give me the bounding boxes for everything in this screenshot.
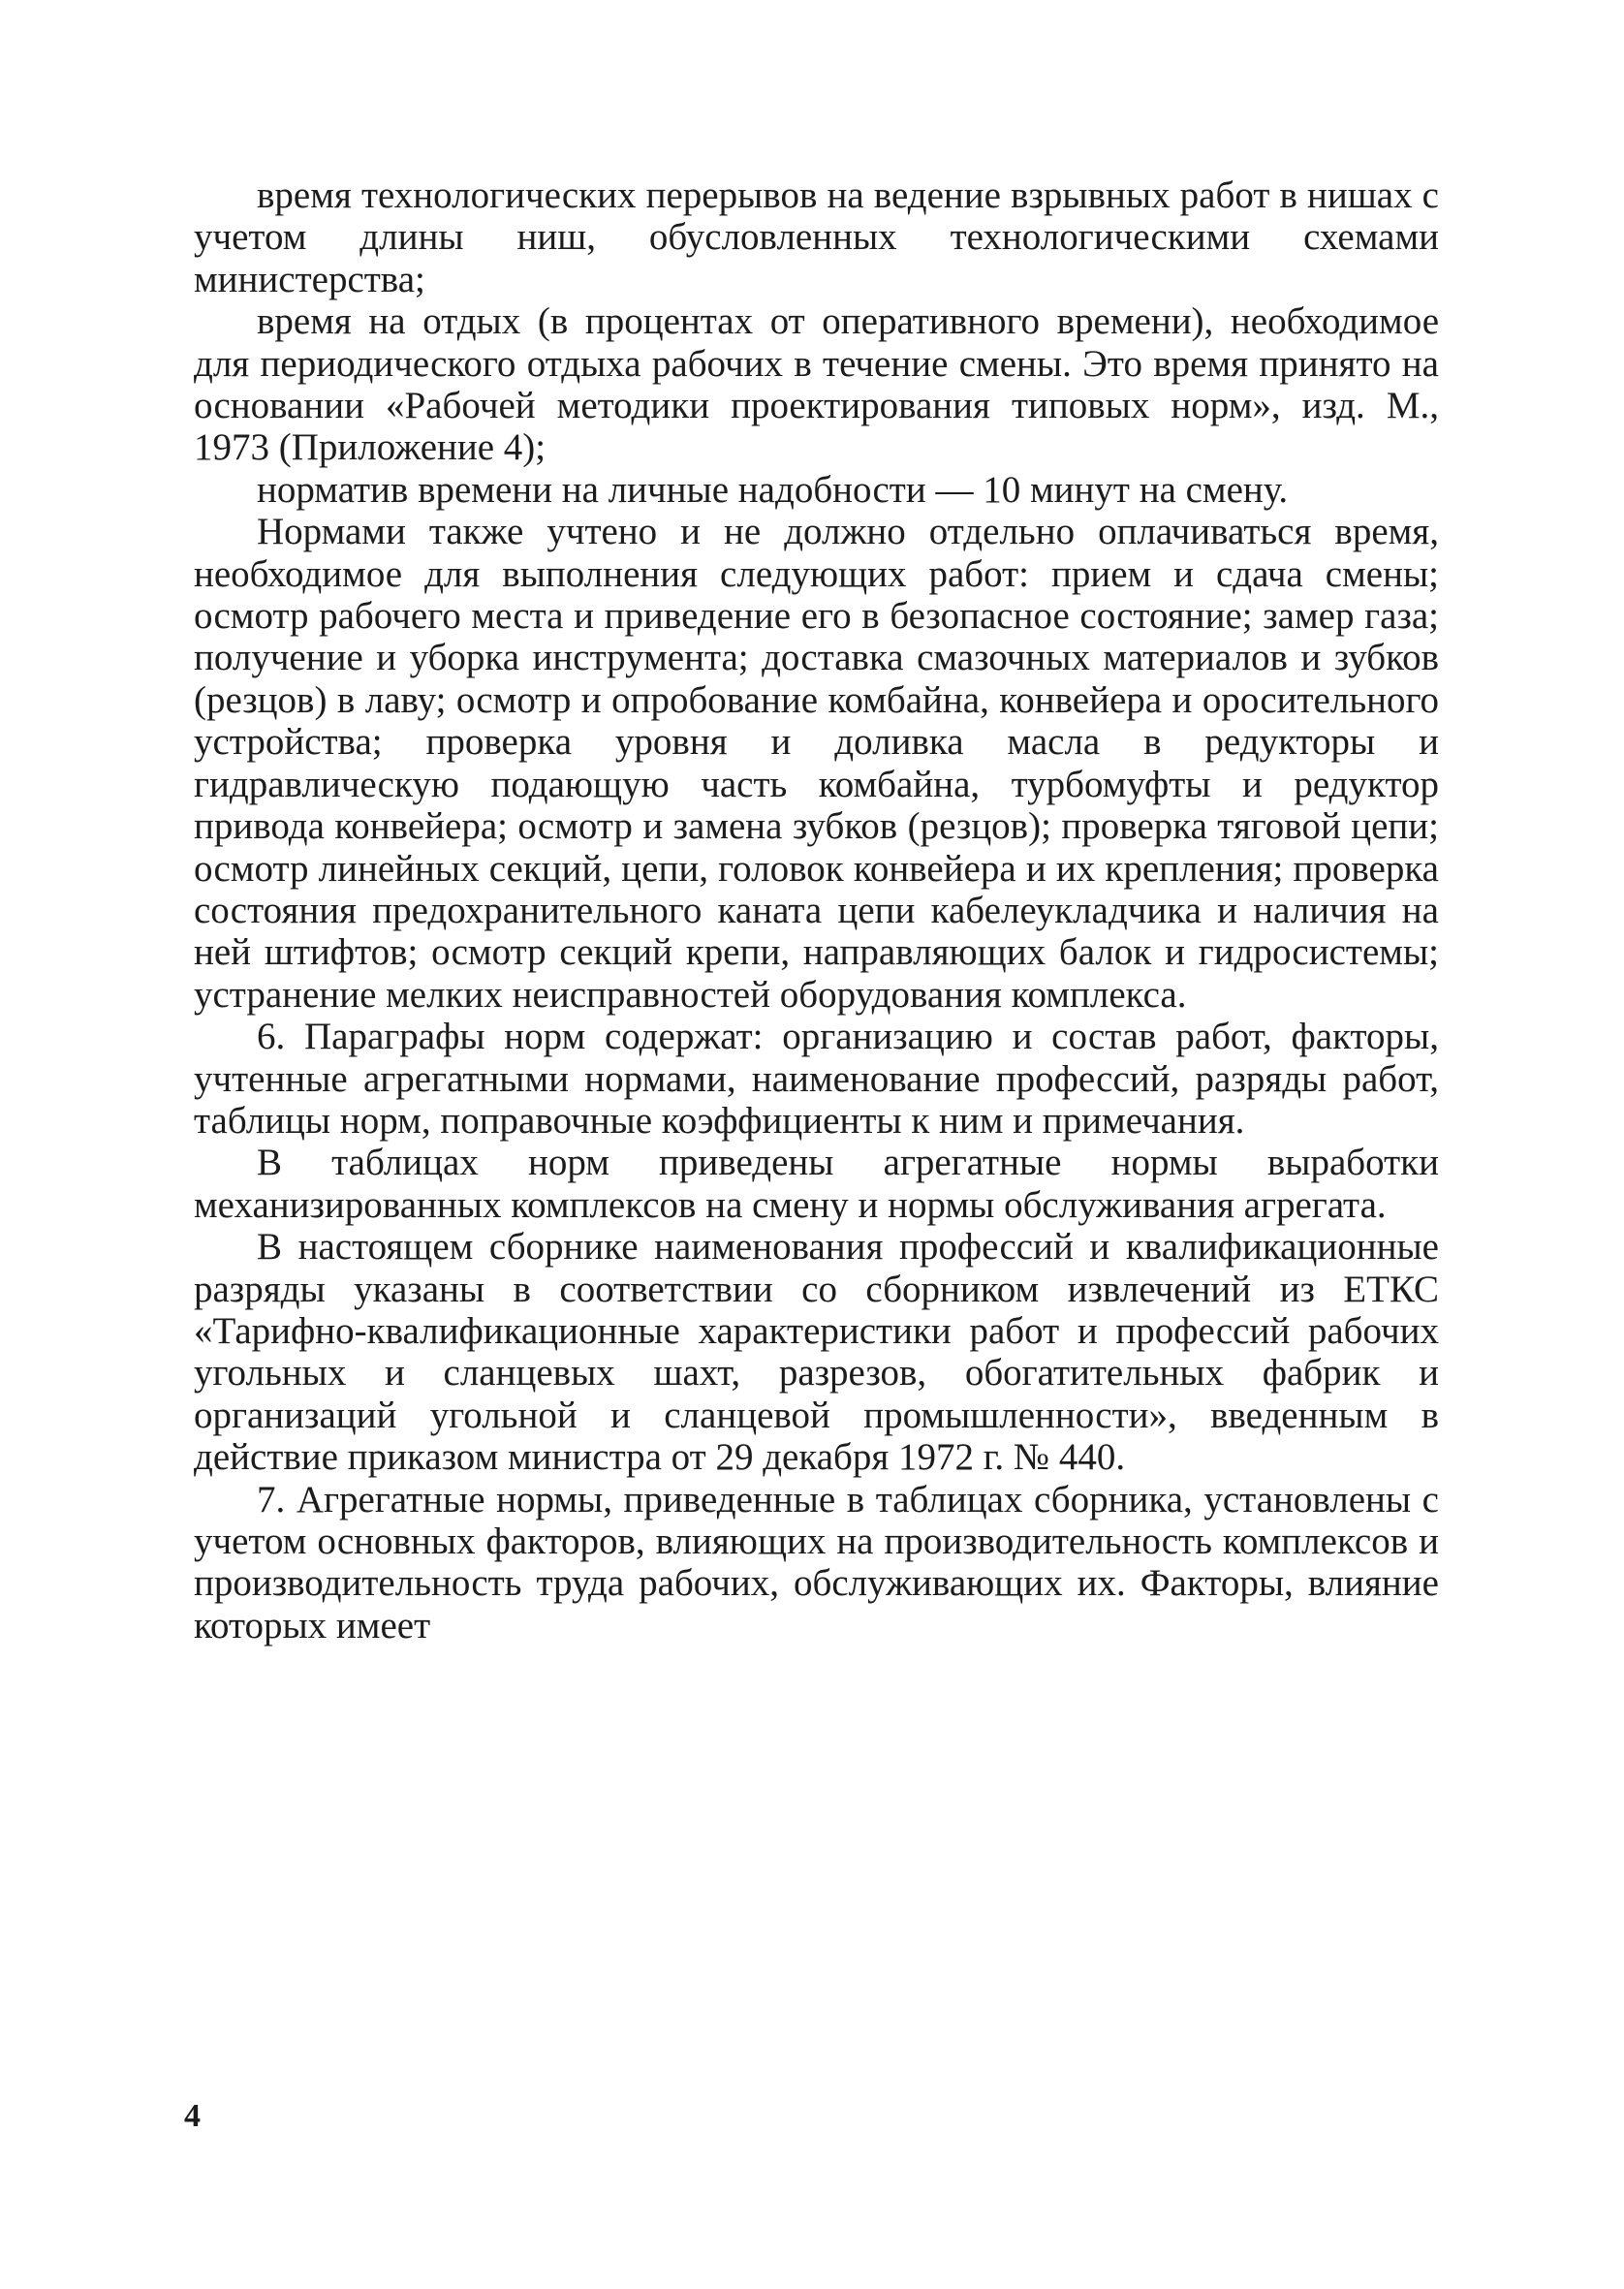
page-number: 4 xyxy=(184,2098,201,2134)
paragraph-etks-reference: В настоящем сборнике наименования профессий и квалификационные разряды указаны в соответствии со сборником извлечений из ЕТКС «Тарифно-квалификационные характеристики работ и профессий рабочих угольных и сланцевых шахт, разрезов, обогатительных фабрик и организаций угольной и сланцевой промышленности», введенным в действие приказом министра от 29 декабря 1972 г. № 440. xyxy=(194,1226,1439,1479)
paragraph-included-work: Нормами также учтено и не должно отдельно оплачиваться время, необходимое для выполнения следующих работ: прием и сдача смены; осмотр рабочего места и приведение его в безопасное состояние; замер газа; получение и уборка инструмента; доставка смазочных материалов и зубков (резцов) в лаву; осмотр и опробование комбайна, конвейера и оросительного устройства; проверка уровня и доливка масла в редукторы и гидравлическую подающую часть комбайна, турбомуфты и редуктор привода конвейера; осмотр и замена зубков (резцов); проверка тяговой цепи; осмотр линейных секций, цепи, головок конвейера и их крепления; проверка состояния предохранительного каната цепи кабелеукладчика и наличия на ней штифтов; осмотр секций крепи, направляющих балок и гидросистемы; устранение мелких неисправностей оборудования комплекса. xyxy=(194,511,1439,1016)
paragraph-section-6: 6. Параграфы норм содержат: организацию и состав работ, факторы, учтенные агрегатными нормами, наименование профессий, разряды работ, таблицы норм, поправочные коэффициенты к ним и примечания. xyxy=(194,1016,1439,1142)
paragraph-section-7: 7. Агрегатные нормы, приведенные в таблицах сборника, установлены с учетом основных факторов, влияющих на производительность комплексов и производительность труда рабочих, обслуживающих их. Факторы, влияние которых имеет xyxy=(194,1478,1439,1646)
paragraph-personal-needs: норматив времени на личные надобности — 10 минут на смену. xyxy=(257,468,1289,511)
body-text xyxy=(194,174,1439,1646)
paragraph-norm-tables: В таблицах норм приведены агрегатные нормы выработки механизированных комплексов на смену и нормы обслуживания агрегата. xyxy=(194,1142,1439,1226)
paragraph-rest-time: время на отдых (в процентах от оперативного времени), необходимое для периодического отдыха рабочих в течение смены. Это время принято на основании «Рабочей методики проектирования типовых норм», изд. М., 1973 (Приложение 4); xyxy=(194,300,1439,469)
paragraph-tech-breaks: время технологических перерывов на ведение взрывных работ в нишах с учетом длины ниш, обусловленных технологическими схемами министерства; xyxy=(194,174,1439,300)
